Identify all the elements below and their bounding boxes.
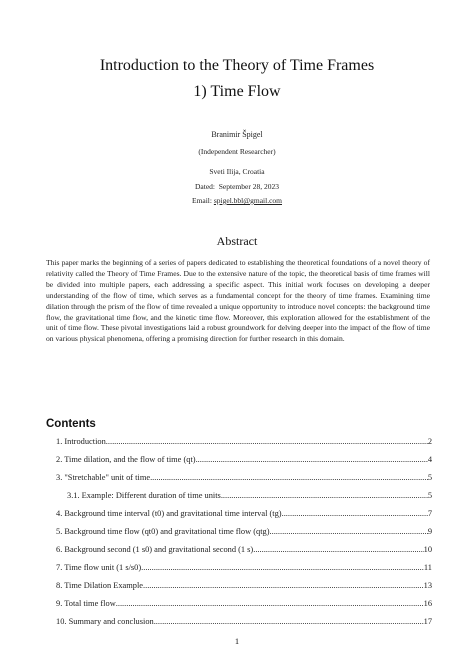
toc-leader-dots bbox=[154, 616, 424, 628]
toc-leader-dots bbox=[141, 562, 424, 574]
toc-entry-page: 16 bbox=[423, 599, 432, 608]
toc-entry-time-flow-unit[interactable] bbox=[56, 562, 432, 574]
toc-entry-summary[interactable] bbox=[56, 616, 432, 628]
toc-entry-background-interval[interactable] bbox=[56, 508, 432, 520]
toc-leader-dots bbox=[270, 526, 428, 538]
contents-heading: Contents bbox=[46, 418, 96, 430]
toc-entry-page: 5 bbox=[427, 473, 432, 482]
toc-leader-dots bbox=[116, 598, 424, 610]
toc-leader-dots bbox=[221, 490, 428, 502]
toc-leader-dots bbox=[143, 580, 424, 592]
toc-entry-time-dilation[interactable] bbox=[56, 454, 432, 466]
toc-entry-page: 5 bbox=[427, 491, 432, 500]
abstract-text: This paper marks the beginning of a series of papers dedicated to establishing the theoretical foundations of a novel theory of relativity called the Theory of Time Frames. Due to the extensive nature of the topic, the theoretical basis of time frames will be divided into multiple papers, each addressing a specific aspect. This initial work focuses on developing a deeper understanding of the flow of time, which serves as a fundamental concept for the theory of time frames. Examining time dilation through the prism of the flow of time revealed a unique opportunity to introduce novel concepts: the background time flow, the gravitational time flow, and the kinetic time flow. Moreover, this exploration allowed for the establishment of the unit of time flow. These pivotal investigations laid a robust groundwork for delving deeper into the impact of the flow of time on various physical phenomena, offering a promising direction for further research in this domain. bbox=[46, 258, 430, 344]
toc-entry-introduction[interactable] bbox=[56, 436, 432, 448]
toc-entry-label: 6. Background second (1 s0) and gravitational second (1 s) bbox=[56, 545, 254, 554]
toc-entry-page: 7 bbox=[427, 509, 432, 518]
toc-entry-page: 2 bbox=[427, 437, 432, 446]
toc-entry-label: 10. Summary and conclusion bbox=[56, 617, 154, 626]
toc-leader-dots bbox=[196, 454, 428, 466]
toc-leader-dots bbox=[253, 544, 423, 556]
date-line bbox=[0, 182, 474, 192]
toc-entry-label: 3.1. Example: Different duration of time units bbox=[67, 491, 221, 500]
toc-entry-label: 4. Background time interval (t0) and gravitational time interval (tg) bbox=[56, 509, 282, 518]
date-label: Dated: bbox=[195, 182, 216, 191]
toc-leader-dots bbox=[106, 436, 428, 448]
toc-entry-background-flow[interactable] bbox=[56, 526, 432, 538]
toc-entry-page: 9 bbox=[427, 527, 432, 536]
email-link[interactable]: spigel.bbl@gmail.com bbox=[213, 196, 283, 205]
toc-entry-label: 9. Total time flow bbox=[56, 599, 116, 608]
toc-entry-label: 8. Time Dilation Example bbox=[56, 581, 144, 590]
paper-subtitle: 1) Time Flow bbox=[193, 83, 281, 100]
toc-entry-page: 4 bbox=[427, 455, 432, 464]
toc-entry-page: 13 bbox=[423, 581, 432, 590]
abstract-heading: Abstract bbox=[216, 234, 258, 248]
date-value: September 28, 2023 bbox=[218, 182, 279, 191]
toc-entry-label: 2. Time dilation, and the flow of time (qt) bbox=[56, 455, 196, 464]
toc-entry-label: 1. Introduction bbox=[56, 437, 106, 446]
email-line bbox=[0, 196, 474, 206]
toc-entry-example-duration[interactable] bbox=[67, 490, 432, 502]
toc-entry-page: 17 bbox=[423, 617, 432, 626]
author-location: Sveti Ilija, Croatia bbox=[209, 167, 265, 176]
toc-entry-dilation-example[interactable] bbox=[56, 580, 432, 592]
author-name: Branimir Špigel bbox=[211, 130, 263, 139]
toc-entry-page: 11 bbox=[423, 563, 432, 572]
toc-entry-total-time-flow[interactable] bbox=[56, 598, 432, 610]
toc-entry-label: 3. "Stretchable" unit of time bbox=[56, 473, 151, 482]
author-affiliation: (Independent Researcher) bbox=[198, 147, 276, 156]
toc-leader-dots bbox=[150, 472, 428, 484]
toc-entry-page: 10 bbox=[423, 545, 432, 554]
email-label: Email: bbox=[191, 196, 212, 205]
page-number: 1 bbox=[234, 636, 240, 646]
toc-entry-label: 5. Background time flow (qt0) and gravitational time flow (qtg) bbox=[56, 527, 270, 536]
toc-leader-dots bbox=[282, 508, 428, 520]
toc-entry-stretchable-unit[interactable] bbox=[56, 472, 432, 484]
paper-title: Introduction to the Theory of Time Frames bbox=[99, 57, 375, 74]
toc-entry-label: 7. Time flow unit (1 s/s0) bbox=[56, 563, 142, 572]
toc-entry-background-second[interactable] bbox=[56, 544, 432, 556]
